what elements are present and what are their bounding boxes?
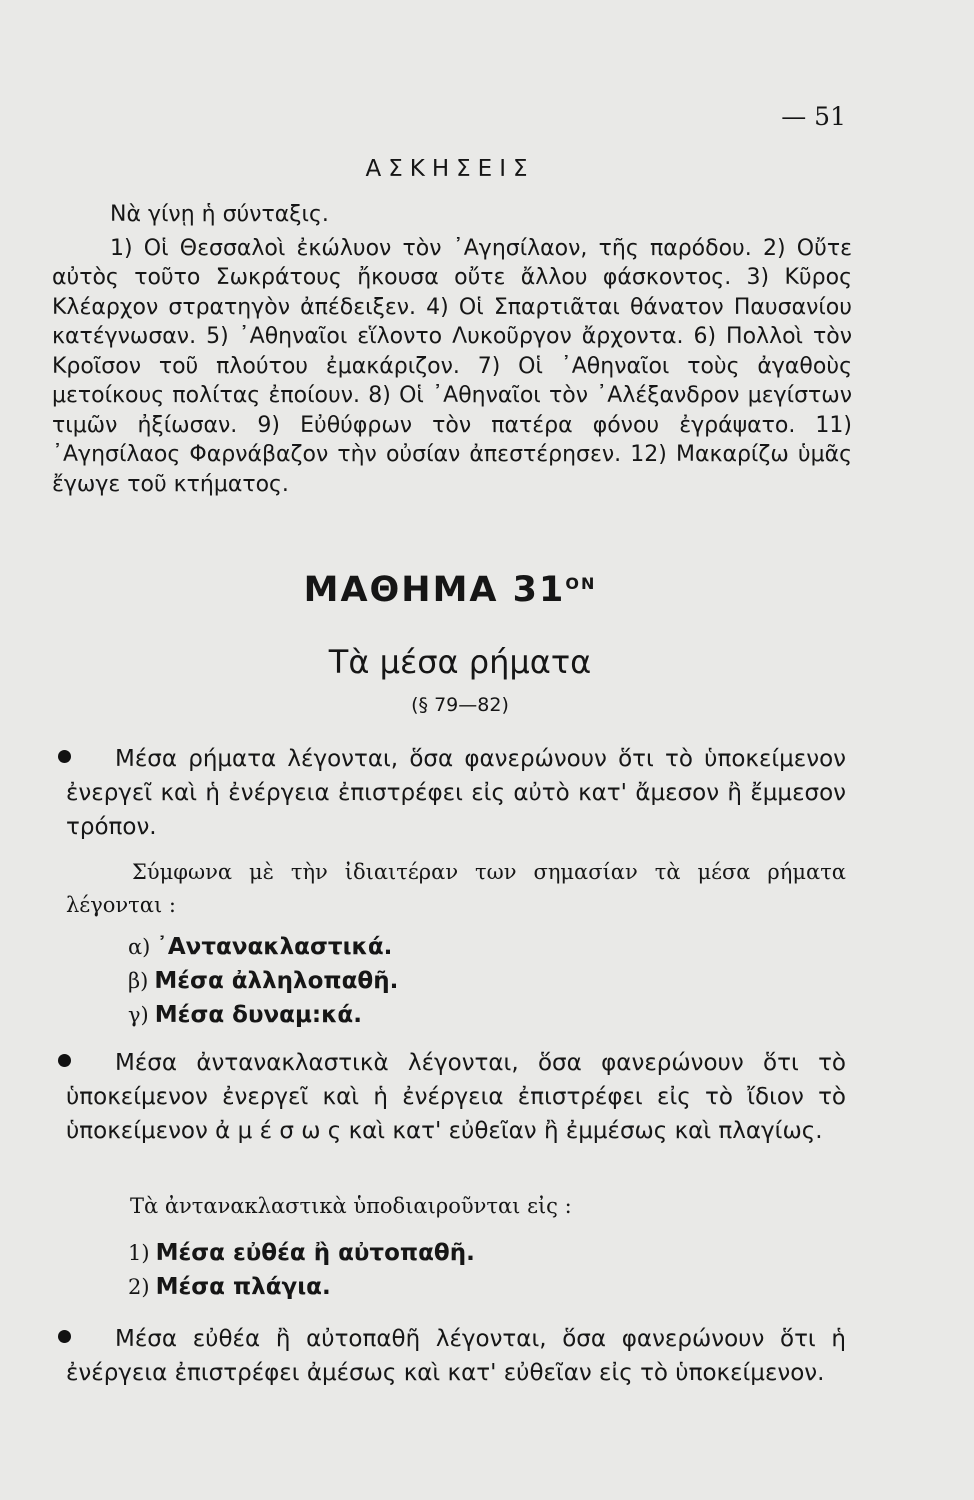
list-marker: 1) <box>128 1241 150 1265</box>
list-marker: α) <box>128 935 151 959</box>
list-label: Μέσα ἀλληλοπαθῆ. <box>154 968 399 994</box>
reflexive-text-spaced: ἀ μ έ σ ω ς <box>215 1118 342 1144</box>
list-marker: β) <box>128 969 149 993</box>
list-label: ᾿Αντανακλαστικά. <box>156 934 393 960</box>
definition-text: Μέσα ρήματα λέγονται, ὅσα φανερώνουν ὅτι τὸ ὑποκείμενον ἐνεργεῖ καὶ ἡ ἐνέργεια ἐπιστρέφει εἰς αὐτὸ κατ' ἄμεσον ἢ ἔμμεσον τρόπον. <box>66 746 846 840</box>
bullet-icon <box>58 750 71 763</box>
bullet-icon <box>58 1054 71 1067</box>
bullet-icon <box>58 1330 71 1343</box>
exercise-block <box>52 200 852 499</box>
list-item <box>128 1270 475 1304</box>
page-number: — 51 <box>781 102 846 131</box>
list-marker: 2) <box>128 1275 150 1299</box>
lesson-subtitle: Τὰ μέσα ρήματα <box>328 643 592 681</box>
list-label: Μέσα εὐθέα ἢ αὐτοπαθῆ. <box>155 1240 475 1266</box>
list-item <box>128 998 398 1032</box>
direct-text: Μέσα εὐθέα ἢ αὐτοπαθῆ λέγονται, ὅσα φανερώνουν ὅτι ἡ ἐνέργεια ἐπιστρέφει ἀμέσως καὶ κατ' εὐθεῖαν εἰς τὸ ὑποκείμενον. <box>66 1326 846 1386</box>
lesson-title <box>0 570 900 610</box>
list-item <box>128 930 398 964</box>
list-item <box>128 964 398 998</box>
reflexive-text-a: Μέσα ἀντανακλαστικὰ λέγονται, ὅσα φανερώνουν ὅτι τὸ ὑποκείμενον ἐνεργεῖ καὶ ἡ ἐνέργεια ἐπιστρέφει εἰς τὸ ἴδιον τὸ ὑποκείμενον <box>66 1050 846 1144</box>
subdivision-paragraph: Τὰ ἀντανακλαστικὰ ὑποδιαιροῦνται εἰς : <box>130 1194 572 1218</box>
definition-paragraph <box>66 742 846 844</box>
exercise-text: 1) Οἱ Θεσσαλοὶ ἐκώλυον τὸν ᾿Αγησίλαον, τῆς παρόδου. 2) Οὔτε αὐτὸς τοῦτο Σωκράτους ἤκουσα οὔτε ἄλλου φάσκοντος. 3) Κῦρος Κλέαρχον στρατηγὸν ἀπέδειξεν. 4) Οἱ Σπαρτιᾶται θάνατον Παυσανίου κατέγνωσαν. 5) ᾿Αθηναῖοι εἵλοντο Λυκοῦργον ἄρχοντα. 6) Πολλοὶ τὸν Κροῖσον τοῦ πλούτου ἐμακάριζον. 7) Οἱ ᾿Αθηναῖοι τοὺς ἀγαθοὺς μετοίκους πολίτας ἐποίουν. 8) Οἱ ᾿Αθηναῖοι τὸν ᾿Αλέξανδρον μεγίστων τιμῶν ἠξίωσαν. 9) Εὐθύφρων τὸν πατέρα φόνου ἐγράψατο. 11) ᾿Αγησίλαος Φαρνάβαζον τὴν οὐσίαν ἀπεστέρησεν. 12) Μακαρίζω ὑμᾶς ἔγωγε τοῦ κτήματος. <box>52 235 852 497</box>
exercises-heading: ΑΣΚΗΣΕΙΣ <box>365 156 535 182</box>
classification-paragraph: Σύμφωνα μὲ τὴν ἰδιαιτέραν των σημασίαν τὰ μέσα ρήματα λέγονται : <box>66 860 846 917</box>
lesson-title-suffix: ΟΝ <box>565 574 597 593</box>
lesson-title-text: ΜΑΘΗΜΑ 31 <box>303 570 566 610</box>
list-marker: γ) <box>128 1003 149 1027</box>
lesson-reference: (§ 79—82) <box>411 694 509 716</box>
reflexive-text-b: καὶ κατ' εὐθεῖαν ἢ ἐμμέσως καὶ πλαγίως. <box>348 1118 823 1144</box>
list-label: Μέσα δυναμ:κά. <box>154 1002 362 1028</box>
types-list <box>128 930 398 1032</box>
list-label: Μέσα πλάγια. <box>155 1274 331 1300</box>
list-item <box>128 1236 475 1270</box>
subtypes-list <box>128 1236 475 1304</box>
direct-paragraph <box>66 1322 846 1390</box>
exercise-instruction: Νὰ γίνῃ ἡ σύνταξις. <box>110 202 329 227</box>
reflexive-paragraph <box>66 1046 846 1148</box>
